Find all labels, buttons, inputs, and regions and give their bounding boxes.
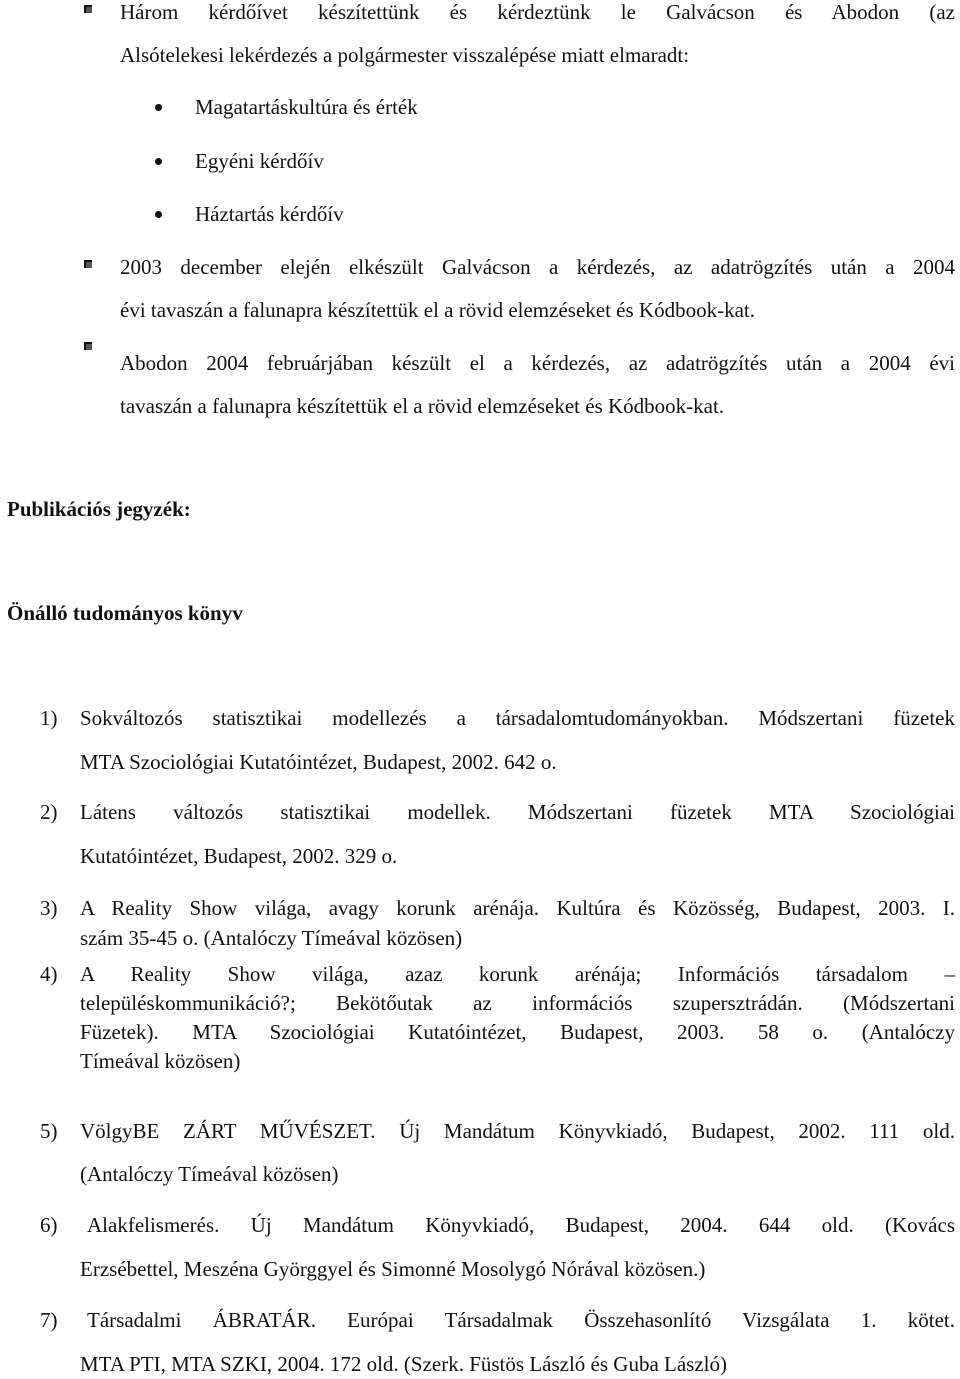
text-line: Abodon 2004 februárjában készült el a kérdezés, az adatrögzítés után a 2004 évi	[120, 351, 955, 375]
publication-number: 1)	[40, 706, 58, 730]
publication-line: (Antalóczy Tímeával közösen)	[80, 1162, 339, 1186]
dot-bullet-icon	[155, 158, 162, 165]
publication-line: VölgyBE ZÁRT MŰVÉSZET. Új Mandátum Könyvkiadó, Budapest, 2002. 111 old.	[80, 1119, 955, 1143]
publication-line: A Reality Show világa, avagy korunk arénája. Kultúra és Közösség, Budapest, 2003. I.	[80, 896, 955, 920]
section-heading-books: Önálló tudományos könyv	[7, 601, 243, 625]
publication-line: Alakfelismerés. Új Mandátum Könyvkiadó, Budapest, 2004. 644 old. (Kovács	[87, 1213, 955, 1237]
publication-line: Tímeával közösen)	[80, 1049, 241, 1073]
publication-line: szám 35-45 o. (Antalóczy Tímeával közösen)	[80, 926, 463, 950]
publication-line: településkommunikáció?; Bekötőutak az információs szupersztrádán. (Módszertani	[80, 991, 955, 1015]
publication-number: 7)	[40, 1308, 58, 1332]
dot-bullet-item	[195, 149, 324, 173]
publication-line: A Reality Show világa, azaz korunk arénája; Információs társadalom –	[80, 962, 955, 986]
publication-line: Kutatóintézet, Budapest, 2002. 329 o.	[80, 844, 398, 868]
publication-number: 5)	[40, 1119, 58, 1143]
publication-line: Sokváltozós statisztikai modellezés a társadalomtudományokban. Módszertani füzetek	[80, 706, 955, 730]
dot-bullet-label: Háztartás kérdőív	[195, 202, 344, 226]
publication-line: MTA Szociológiai Kutatóintézet, Budapest, 2002. 642 o.	[80, 750, 557, 774]
dot-bullet-label: Egyéni kérdőív	[195, 149, 324, 173]
square-bullet-icon	[84, 342, 92, 350]
publication-line: Társadalmi ÁBRATÁR. Európai Társadalmak Összehasonlító Vizsgálata 1. kötet.	[87, 1308, 955, 1332]
section-heading-publications: Publikációs jegyzék:	[7, 497, 191, 521]
publication-line: Látens változós statisztikai modellek. Módszertani füzetek MTA Szociológiai	[80, 800, 955, 824]
text-line: Alsótelekesi lekérdezés a polgármester visszalépése miatt elmaradt:	[120, 43, 690, 67]
dot-bullet-label: Magatartáskultúra és érték	[195, 95, 418, 119]
dot-bullet-icon	[155, 211, 162, 218]
publication-line: MTA PTI, MTA SZKI, 2004. 172 old. (Szerk. Füstös László és Guba László)	[80, 1352, 727, 1376]
text-line: Három kérdőívet készítettünk és kérdeztünk le Galvácson és Abodon (az	[120, 0, 955, 24]
publication-number: 3)	[40, 896, 58, 920]
publication-line: Erzsébettel, Meszéna Györggyel és Simonné Mosolygó Nórával közösen.)	[80, 1257, 706, 1281]
publication-number: 4)	[40, 962, 58, 986]
text-line: 2003 december elején elkészült Galvácson a kérdezés, az adatrögzítés után a 2004	[120, 255, 955, 279]
square-bullet-icon	[84, 260, 92, 268]
dot-bullet-icon	[155, 104, 162, 111]
dot-bullet-item	[195, 202, 344, 226]
square-bullet-icon	[84, 5, 92, 13]
text-line: tavaszán a falunapra készítettük el a rövid elemzéseket és Kódbook-kat.	[120, 394, 725, 418]
publication-number: 6)	[40, 1213, 58, 1237]
text-line: évi tavaszán a falunapra készítettük el a rövid elemzéseket és Kódbook-kat.	[120, 298, 755, 322]
dot-bullet-item	[195, 95, 418, 119]
publication-line: Füzetek). MTA Szociológiai Kutatóintézet, Budapest, 2003. 58 o. (Antalóczy	[80, 1020, 955, 1044]
publication-number: 2)	[40, 800, 58, 824]
